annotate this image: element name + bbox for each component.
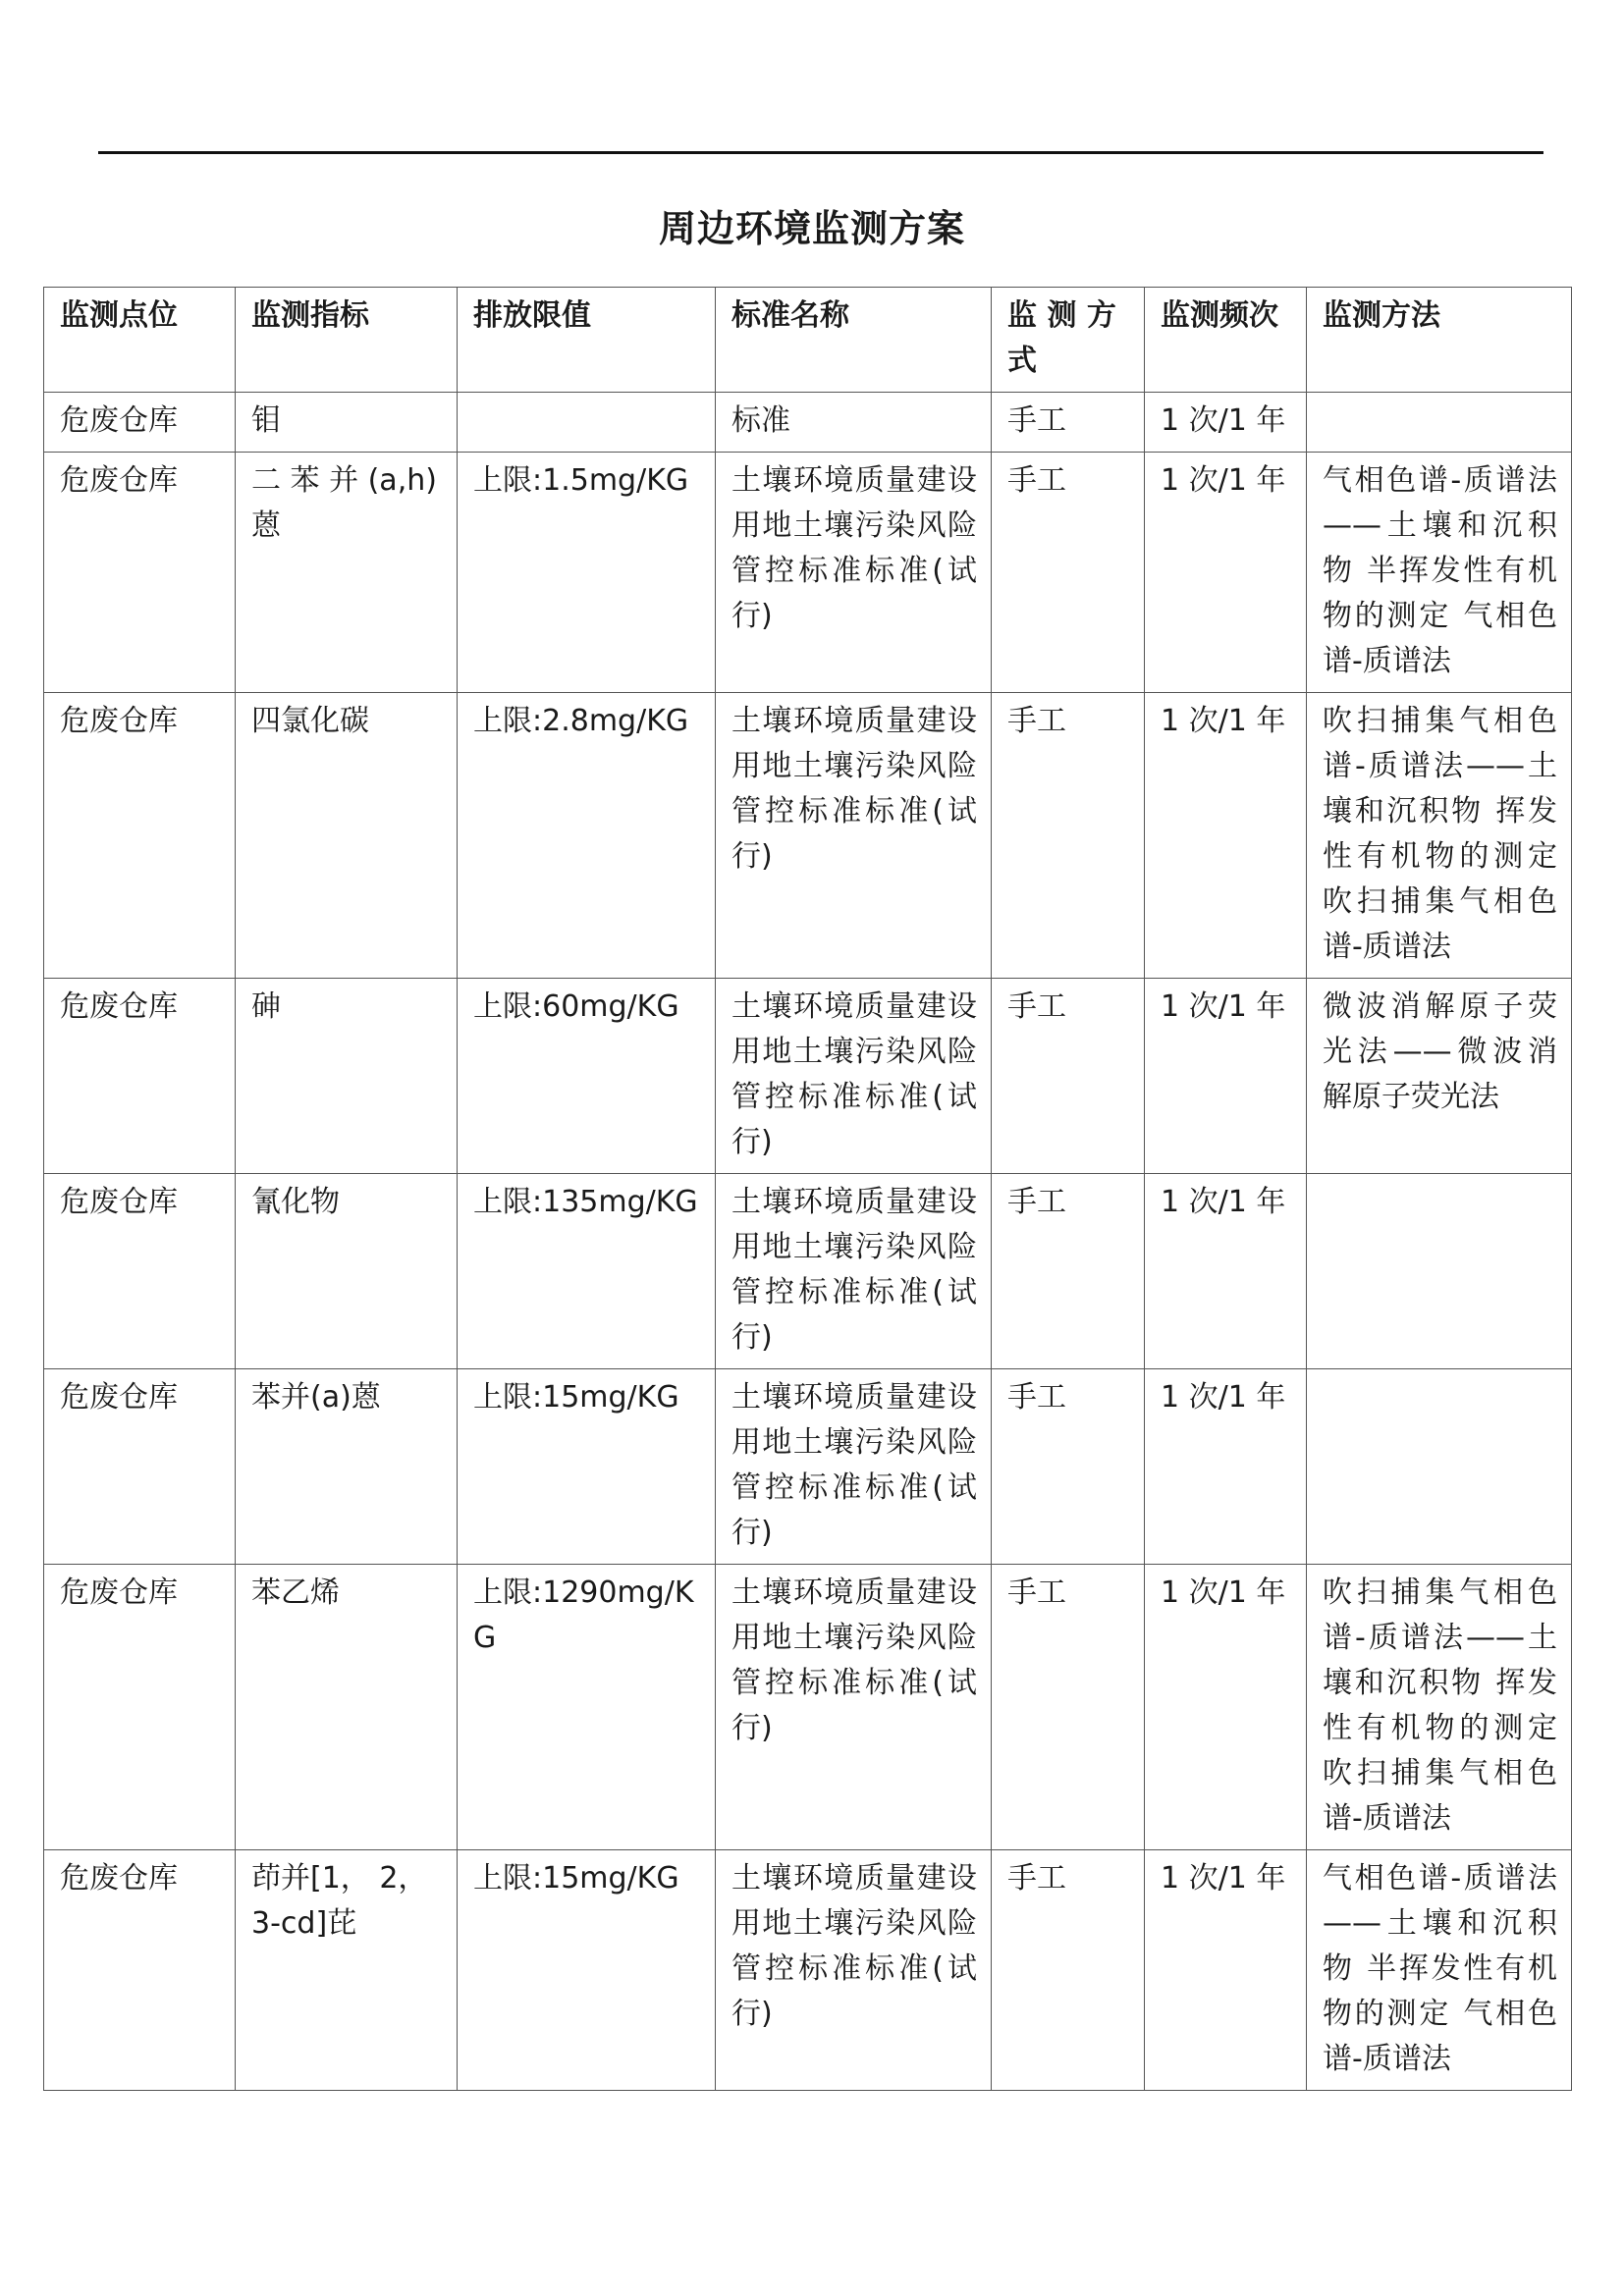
cell-method: 微波消解原子荧光法——微波消解原子荧光法 (1307, 979, 1572, 1174)
cell-location: 危废仓库 (44, 693, 236, 979)
cell-mode: 手工 (992, 693, 1145, 979)
cell-standard: 土壤环境质量建设用地土壤污染风险管控标准标准(试行) (716, 1850, 992, 2091)
cell-frequency: 1 次/1 年 (1145, 393, 1307, 453)
header-method: 监测方法 (1307, 288, 1572, 393)
header-indicator: 监测指标 (236, 288, 458, 393)
cell-indicator: 四氯化碳 (236, 693, 458, 979)
cell-location: 危废仓库 (44, 1174, 236, 1369)
cell-mode: 手工 (992, 1174, 1145, 1369)
table-row (44, 393, 1572, 453)
cell-frequency: 1 次/1 年 (1145, 1850, 1307, 2091)
cell-standard: 土壤环境质量建设用地土壤污染风险管控标准标准(试行) (716, 1174, 992, 1369)
cell-limit (458, 393, 716, 453)
cell-standard: 土壤环境质量建设用地土壤污染风险管控标准标准(试行) (716, 1369, 992, 1565)
cell-limit: 上限:135mg/KG (458, 1174, 716, 1369)
cell-limit: 上限:15mg/KG (458, 1850, 716, 2091)
cell-location: 危废仓库 (44, 1369, 236, 1565)
header-frequency: 监测频次 (1145, 288, 1307, 393)
cell-indicator: 砷 (236, 979, 458, 1174)
cell-mode: 手工 (992, 393, 1145, 453)
cell-method (1307, 393, 1572, 453)
cell-location: 危废仓库 (44, 453, 236, 693)
cell-indicator: 氰化物 (236, 1174, 458, 1369)
cell-indicator: 钼 (236, 393, 458, 453)
cell-indicator: 苯并(a)蒽 (236, 1369, 458, 1565)
cell-standard: 土壤环境质量建设用地土壤污染风险管控标准标准(试行) (716, 693, 992, 979)
monitoring-plan-table (43, 287, 1572, 2091)
table-row (44, 1850, 1572, 2091)
cell-mode: 手工 (992, 1565, 1145, 1850)
cell-standard: 土壤环境质量建设用地土壤污染风险管控标准标准(试行) (716, 979, 992, 1174)
cell-location: 危废仓库 (44, 1850, 236, 2091)
cell-standard: 标准 (716, 393, 992, 453)
table-row (44, 693, 1572, 979)
document-title: 周边环境监测方案 (658, 207, 965, 250)
cell-mode: 手工 (992, 979, 1145, 1174)
cell-method (1307, 1369, 1572, 1565)
cell-frequency: 1 次/1 年 (1145, 1369, 1307, 1565)
table-row (44, 1565, 1572, 1850)
cell-indicator: 苯乙烯 (236, 1565, 458, 1850)
header-standard: 标准名称 (716, 288, 992, 393)
cell-indicator: 茚并[1， 2， 3-cd]芘 (236, 1850, 458, 2091)
cell-location: 危废仓库 (44, 393, 236, 453)
cell-frequency: 1 次/1 年 (1145, 693, 1307, 979)
cell-location: 危废仓库 (44, 979, 236, 1174)
cell-frequency: 1 次/1 年 (1145, 1174, 1307, 1369)
cell-mode: 手工 (992, 1850, 1145, 2091)
cell-frequency: 1 次/1 年 (1145, 1565, 1307, 1850)
cell-limit: 上限:1290mg/KG (458, 1565, 716, 1850)
header-mode: 监 测 方 式 (992, 288, 1145, 393)
cell-method: 气相色谱-质谱法——土壤和沉积物 半挥发性有机物的测定 气相色谱-质谱法 (1307, 1850, 1572, 2091)
cell-method: 气相色谱-质谱法——土壤和沉积物 半挥发性有机物的测定 气相色谱-质谱法 (1307, 453, 1572, 693)
cell-location: 危废仓库 (44, 1565, 236, 1850)
cell-limit: 上限:60mg/KG (458, 979, 716, 1174)
table-row (44, 979, 1572, 1174)
table-row (44, 453, 1572, 693)
cell-mode: 手工 (992, 1369, 1145, 1565)
cell-mode: 手工 (992, 453, 1145, 693)
cell-method (1307, 1174, 1572, 1369)
cell-standard: 土壤环境质量建设用地土壤污染风险管控标准标准(试行) (716, 453, 992, 693)
table-row (44, 1174, 1572, 1369)
cell-method: 吹扫捕集气相色谱-质谱法——土壤和沉积物 挥发性有机物的测定 吹扫捕集气相色谱-质谱法 (1307, 1565, 1572, 1850)
table-row (44, 1369, 1572, 1565)
table-header-row (44, 288, 1572, 393)
cell-limit: 上限:15mg/KG (458, 1369, 716, 1565)
cell-limit: 上限:1.5mg/KG (458, 453, 716, 693)
cell-method: 吹扫捕集气相色谱-质谱法——土壤和沉积物 挥发性有机物的测定 吹扫捕集气相色谱-质谱法 (1307, 693, 1572, 979)
cell-frequency: 1 次/1 年 (1145, 453, 1307, 693)
cell-indicator: 二 苯 并 (a,h) 蒽 (236, 453, 458, 693)
header-location: 监测点位 (44, 288, 236, 393)
cell-frequency: 1 次/1 年 (1145, 979, 1307, 1174)
cell-limit: 上限:2.8mg/KG (458, 693, 716, 979)
cell-standard: 土壤环境质量建设用地土壤污染风险管控标准标准(试行) (716, 1565, 992, 1850)
header-rule (98, 151, 1543, 154)
header-limit: 排放限值 (458, 288, 716, 393)
